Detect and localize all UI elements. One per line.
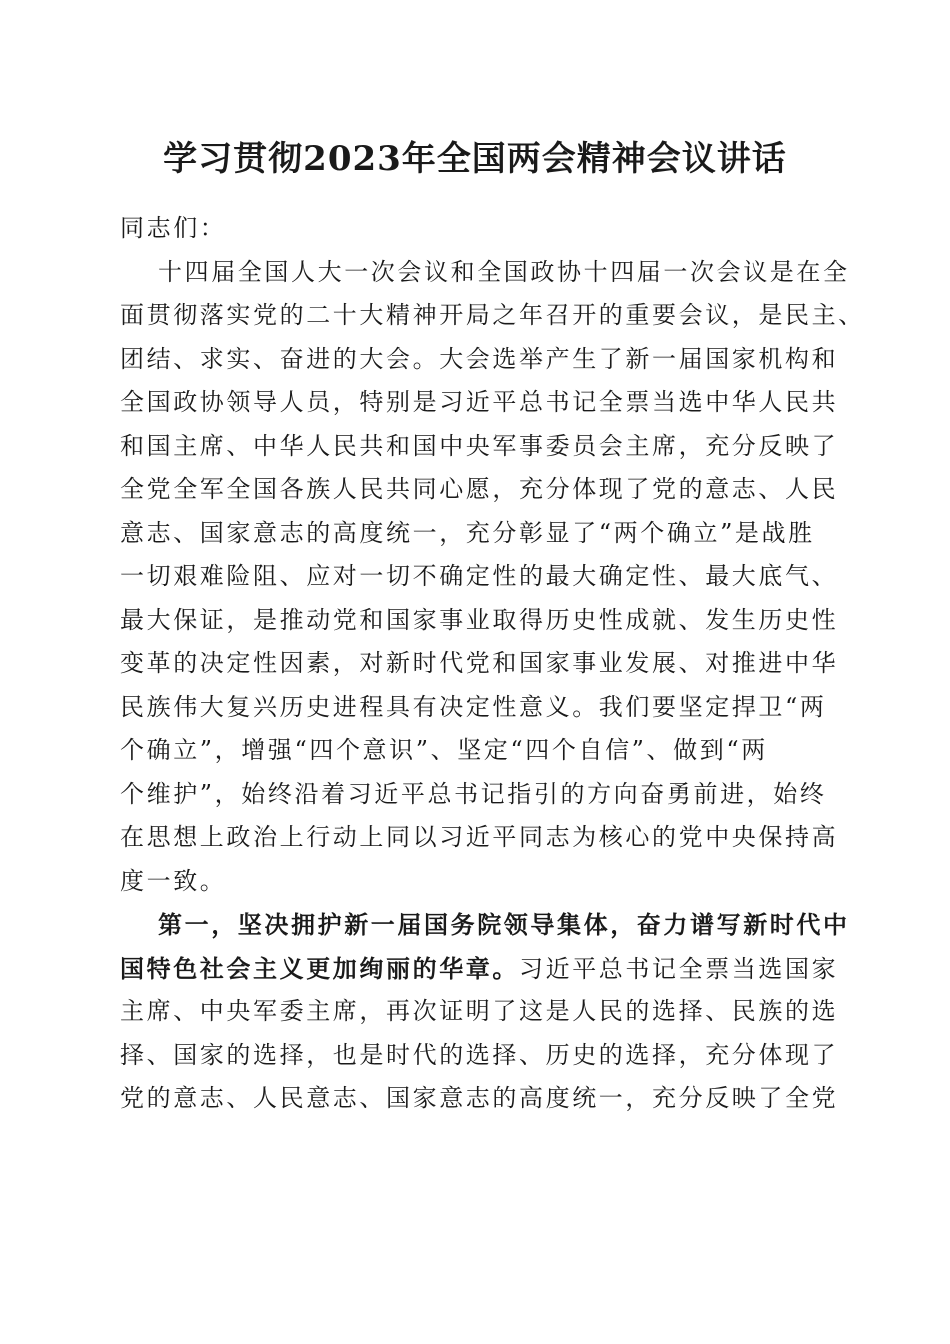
paragraph-2-line: 主席、中央军委主席，再次证明了这是人民的选择、民族的选: [120, 997, 839, 1025]
paragraph-1-line: 变革的决定性因素，对新时代党和国家事业发展、对推进中华: [120, 649, 839, 677]
paragraph-1-line: 面贯彻落实党的二十大精神开局之年召开的重要会议，是民主、: [120, 301, 865, 329]
paragraph-1-line: 意志、国家意志的高度统一，充分彰显了“两个确立”是战胜: [120, 518, 815, 547]
paragraph-2-heading-line: 第一，坚决拥护新一届国务院领导集体，奋力谱写新时代中: [158, 910, 850, 939]
paragraph-1-line: 一切艰难险阻、应对一切不确定性的最大确定性、最大底气、: [120, 562, 839, 590]
paragraph-1-line: 最大保证，是推动党和国家事业取得历史性成就、发生历史性: [120, 605, 839, 634]
paragraph-1-line: 在思想上政治上行动上同以习近平同志为核心的党中央保持高: [120, 823, 839, 851]
paragraph-1-line: 民族伟大复兴历史进程具有决定性意义。我们要坚定捍卫“两: [120, 692, 827, 721]
paragraph-2-text: 习近平总书记全票当选国家: [519, 954, 839, 983]
paragraph-1-line: 十四届全国人大一次会议和全国政协十四届一次会议是在全: [158, 257, 850, 286]
paragraph-2-heading-end: 国特色社会主义更加绚丽的华章。: [120, 953, 519, 983]
paragraph-1-line: 团结、求实、奋进的大会。大会选举产生了新一届国家机构和: [120, 344, 839, 373]
paragraph-2-line: 党的意志、人民意志、国家意志的高度统一，充分反映了全党: [120, 1084, 839, 1112]
paragraph-1-line: 个确立”，增强“四个意识”、坚定“四个自信”、做到“两: [120, 736, 768, 764]
salutation: 同志们：: [120, 214, 227, 242]
document-body: [120, 207, 865, 1121]
page-title: 学习贯彻2023年全国两会精神会议讲话: [163, 139, 787, 179]
paragraph-1-line: 全党全军全国各族人民共同心愿，充分体现了党的意志、人民: [120, 475, 839, 503]
paragraph-1-line: 度一致。: [120, 866, 227, 895]
paragraph-1-line: 和国主席、中华人民共和国中央军事委员会主席，充分反映了: [120, 431, 839, 460]
paragraph-2-line: 择、国家的选择，也是时代的选择、历史的选择，充分体现了: [120, 1040, 839, 1069]
paragraph-1-line: 全国政协领导人员，特别是习近平总书记全票当选中华人民共: [120, 388, 839, 416]
paragraph-1-line: 个维护”，始终沿着习近平总书记指引的方向奋勇前进，始终: [120, 779, 827, 808]
paragraph-2-line: [120, 947, 840, 991]
